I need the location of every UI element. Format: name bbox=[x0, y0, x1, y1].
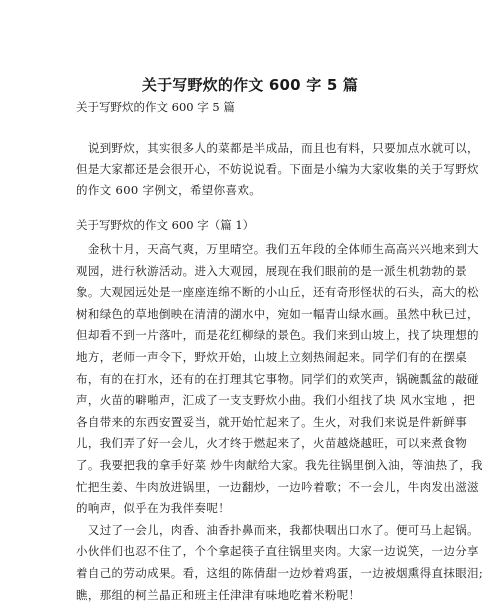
intro-paragraph bbox=[76, 138, 428, 201]
article-subtitle: 关于写野炊的作文 600 字 5 篇 bbox=[76, 99, 235, 116]
body-line: 着自己的劳动成果。看，这组的陈倩甜一边炒着鸡蛋，一边被烟熏得直抹眼泪; bbox=[76, 563, 428, 585]
body-line: 但却看不到一片落叶，而是花红柳绿的景色。我们来到山坡上，找了块理想的 bbox=[76, 325, 428, 347]
article-title: 关于写野炊的作文 600 字 5 篇 bbox=[0, 75, 500, 95]
section-heading: 关于写野炊的作文 600 字（篇 1） bbox=[76, 217, 254, 234]
body-line: 儿，我们弄了好一会儿，火才终于燃起来了，火苗越烧越旺，可以来煮食物 bbox=[76, 433, 428, 455]
body-line: 各自带来的东西安置妥当，就开始忙起来了。生火，对我们来说是件新鲜事 bbox=[76, 412, 428, 434]
body-line: 金秋十月，天高气爽，万里晴空。我们五年段的全体师生高高兴兴地来到大 bbox=[76, 239, 428, 261]
body-line: 树和绿色的草地倒映在清清的湖水中，宛如一幅青山绿水画。虽然中秋已过， bbox=[76, 304, 428, 326]
body-line: 观园，进行秋游活动。进入大观园，展现在我们眼前的是一派生机勃勃的景 bbox=[76, 261, 428, 283]
body-line: 瞧，那组的柯兰晶正和班主任津津有味地吃着米粉呢！ bbox=[76, 585, 428, 606]
body-line: 小伙伴们也忍不住了，个个拿起筷子直往锅里夹肉。大家一边说笑，一边分享 bbox=[76, 541, 428, 563]
body-line: 地方，老师一声令下，野炊开始，山坡上立刻热闹起来。同学们有的在摆桌 bbox=[76, 347, 428, 369]
body-line: 布，有的在打水，还有的在打理其它事物。同学们的欢笑声，锅碗瓢盆的敲碰 bbox=[76, 369, 428, 391]
intro-line: 但是大家都还是会很开心，不妨说说看。下面是小编为大家收集的关于写野炊 bbox=[76, 159, 428, 180]
essay-body bbox=[76, 239, 428, 606]
intro-line: 说到野炊，其实很多人的菜都是半成品，而且也有料，只要加点水就可以， bbox=[76, 138, 428, 159]
body-line: 忙把生姜、牛肉放进锅里，一边翻炒，一边吟着歌；不一会儿，牛肉发出滋滋 bbox=[76, 477, 428, 499]
body-line: 又过了一会儿，肉香、油香扑鼻而来，我都快咽出口水了。便可马上起锅。 bbox=[76, 520, 428, 542]
intro-line: 的作文 600 字例文，希望你喜欢。 bbox=[76, 180, 428, 201]
body-line: 声，火苗的噼啪声，汇成了一支支野炊小曲。我们小组找了块 风水宝地 ，把 bbox=[76, 390, 428, 412]
body-line: 象。大观园远处是一座座连绵不断的小山丘，还有奇形怪状的石头，高大的松 bbox=[76, 282, 428, 304]
body-line: 的响声，似乎在为我伴奏呢！ bbox=[76, 498, 428, 520]
body-line: 了。我要把我的拿手好菜 炒牛肉献给大家。我先往锅里倒入油，等油热了，我 bbox=[76, 455, 428, 477]
